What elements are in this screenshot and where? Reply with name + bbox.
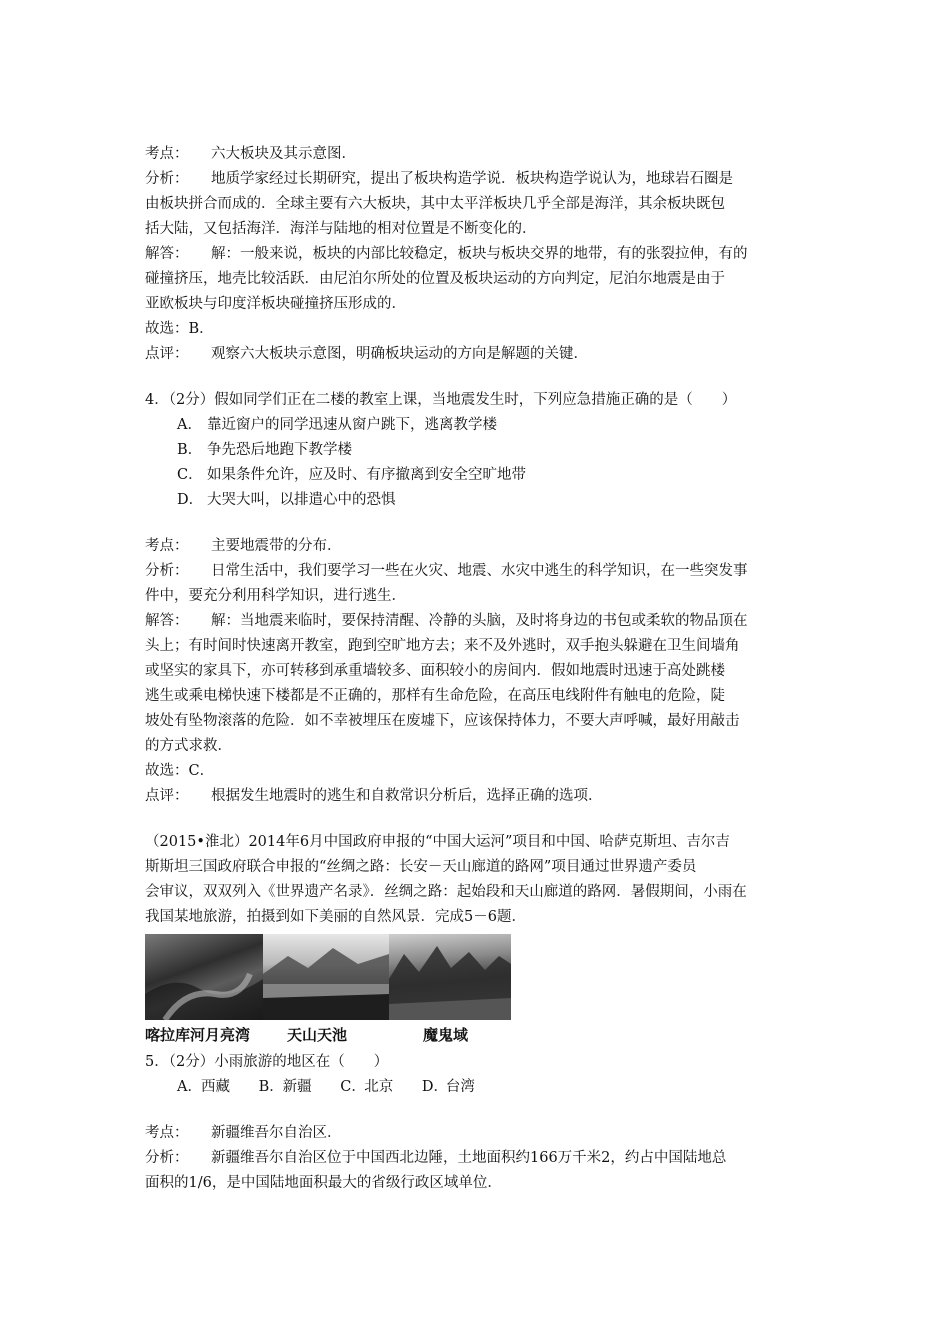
q4-option-c: C． 如果条件允许，应及时、有序撤离到安全空旷地带 — [177, 467, 526, 483]
q3-kaodian: 考点： 六大板块及其示意图． — [145, 146, 356, 162]
q3-fenxi-line: 由板块拼合而成的．全球主要有六大板块，其中太平洋板块几乎全部是海洋，其余板块既包 — [145, 196, 725, 212]
rock-formation-image — [389, 934, 511, 1020]
q5-kaodian: 考点： 新疆维吾尔自治区． — [145, 1125, 342, 1141]
q5-stem: 5．（2分）小雨旅游的地区在（ ） — [145, 1054, 389, 1070]
q4-option-a: A． 靠近窗户的同学迅速从窗户跳下，逃离教学楼 — [177, 417, 497, 433]
q4-jieda-line: 头上；有时间时快速离开教室，跑到空旷地方去；来不及外逃时，双手抱头躲避在卫生间墙角 — [145, 638, 740, 654]
q4-jieda-line: 坡处有坠物滚落的危险．如不幸被埋压在废墟下，应该保持体力，不要大声呼喊，最好用敲击 — [145, 713, 740, 729]
q4-jieda-line: 逃生或乘电梯快速下楼都是不正确的，那样有生命危险，在高压电线附件有触电的危险，陡 — [145, 688, 725, 704]
q3-jieda-line: 亚欧板块与印度洋板块碰撞挤压形成的． — [145, 296, 406, 312]
caption-devil-city: 魔鬼域 — [423, 1026, 469, 1044]
passage-line: 会审议，双双列入《世界遗产名录》．丝绸之路：起始段和天山廊道的路网．暑假期间，小雨在 — [145, 884, 747, 900]
q4-fenxi: 分析： 日常生活中，我们要学习一些在火灾、地震、水灾中逃生的科学知识，在一些突发事 — [145, 563, 748, 579]
caption-moon-bay: 喀拉库河月亮湾 — [145, 1026, 251, 1044]
q4-option-b: B． 争先恐后地跑下教学楼 — [177, 442, 352, 458]
scenery-photos — [145, 934, 813, 1020]
q3-answer: 故选：B． — [145, 321, 214, 337]
lake-mountain-image — [263, 934, 389, 1020]
caption-tianchi: 天山天池 — [287, 1026, 348, 1044]
q4-jieda-line: 或坚实的家具下，亦可转移到承重墙较多、面积较小的房间内．假如地震时迅速于高处跳楼 — [145, 663, 725, 679]
q3-jieda: 解答： 解：一般来说，板块的内部比较稳定，板块与板块交界的地带，有的张裂拉伸，有的 — [145, 246, 748, 262]
river-bend-image — [145, 934, 263, 1020]
passage-line: （2015•淮北）2014年6月中国政府申报的“中国大运河”项目和中国、哈萨克斯坦、吉尔吉 — [145, 834, 730, 850]
q4-jieda: 解答： 解：当地震来临时，要保持清醒、冷静的头脑，及时将身边的书包或柔软的物品顶在 — [145, 613, 748, 629]
q4-dianping: 点评： 根据发生地震时的逃生和自救常识分析后，选择正确的选项． — [145, 788, 603, 804]
document-page — [145, 142, 813, 1196]
q5-fenxi-line: 面积的1/6，是中国陆地面积最大的省级行政区域单位． — [145, 1175, 502, 1191]
q5-fenxi: 分析： 新疆维吾尔自治区位于中国西北边陲，土地面积约166万千米2，约占中国陆地总 — [145, 1150, 727, 1166]
q4-fenxi-line: 件中，要充分利用科学知识，进行逃生． — [145, 588, 406, 604]
q4-kaodian: 考点： 主要地震带的分布． — [145, 538, 342, 554]
passage-line: 斯斯坦三国政府联合申报的“丝绸之路：长安－天山廊道的路网”项目通过世界遗产委员 — [145, 859, 697, 875]
q3-dianping: 点评： 观察六大板块示意图，明确板块运动的方向是解题的关键． — [145, 346, 588, 362]
q5-options: A．西藏 B．新疆 C．北京 D．台湾 — [177, 1079, 475, 1095]
q3-jieda-line: 碰撞挤压，地壳比较活跃．由尼泊尔所处的位置及板块运动的方向判定，尼泊尔地震是由于 — [145, 271, 725, 287]
photo-moon-bay — [145, 934, 263, 1020]
photo-tianchi — [263, 934, 389, 1020]
q3-fenxi-line: 括大陆，又包括海洋．海洋与陆地的相对位置是不断变化的． — [145, 221, 537, 237]
photo-captions — [145, 1020, 813, 1050]
q4-jieda-line: 的方式求救． — [145, 738, 232, 754]
passage-line: 我国某地旅游，拍摄到如下美丽的自然风景．完成5－6题． — [145, 909, 526, 925]
photo-devil-city — [389, 934, 511, 1020]
q4-stem: 4．（2分）假如同学们正在二楼的教室上课，当地震发生时，下列应急措施正确的是（ ） — [145, 392, 737, 408]
q4-option-d: D． 大哭大叫，以排遣心中的恐惧 — [177, 492, 396, 508]
q3-fenxi: 分析： 地质学家经过长期研究，提出了板块构造学说．板块构造学说认为，地球岩石圈是 — [145, 171, 733, 187]
q4-answer: 故选：C． — [145, 763, 215, 779]
